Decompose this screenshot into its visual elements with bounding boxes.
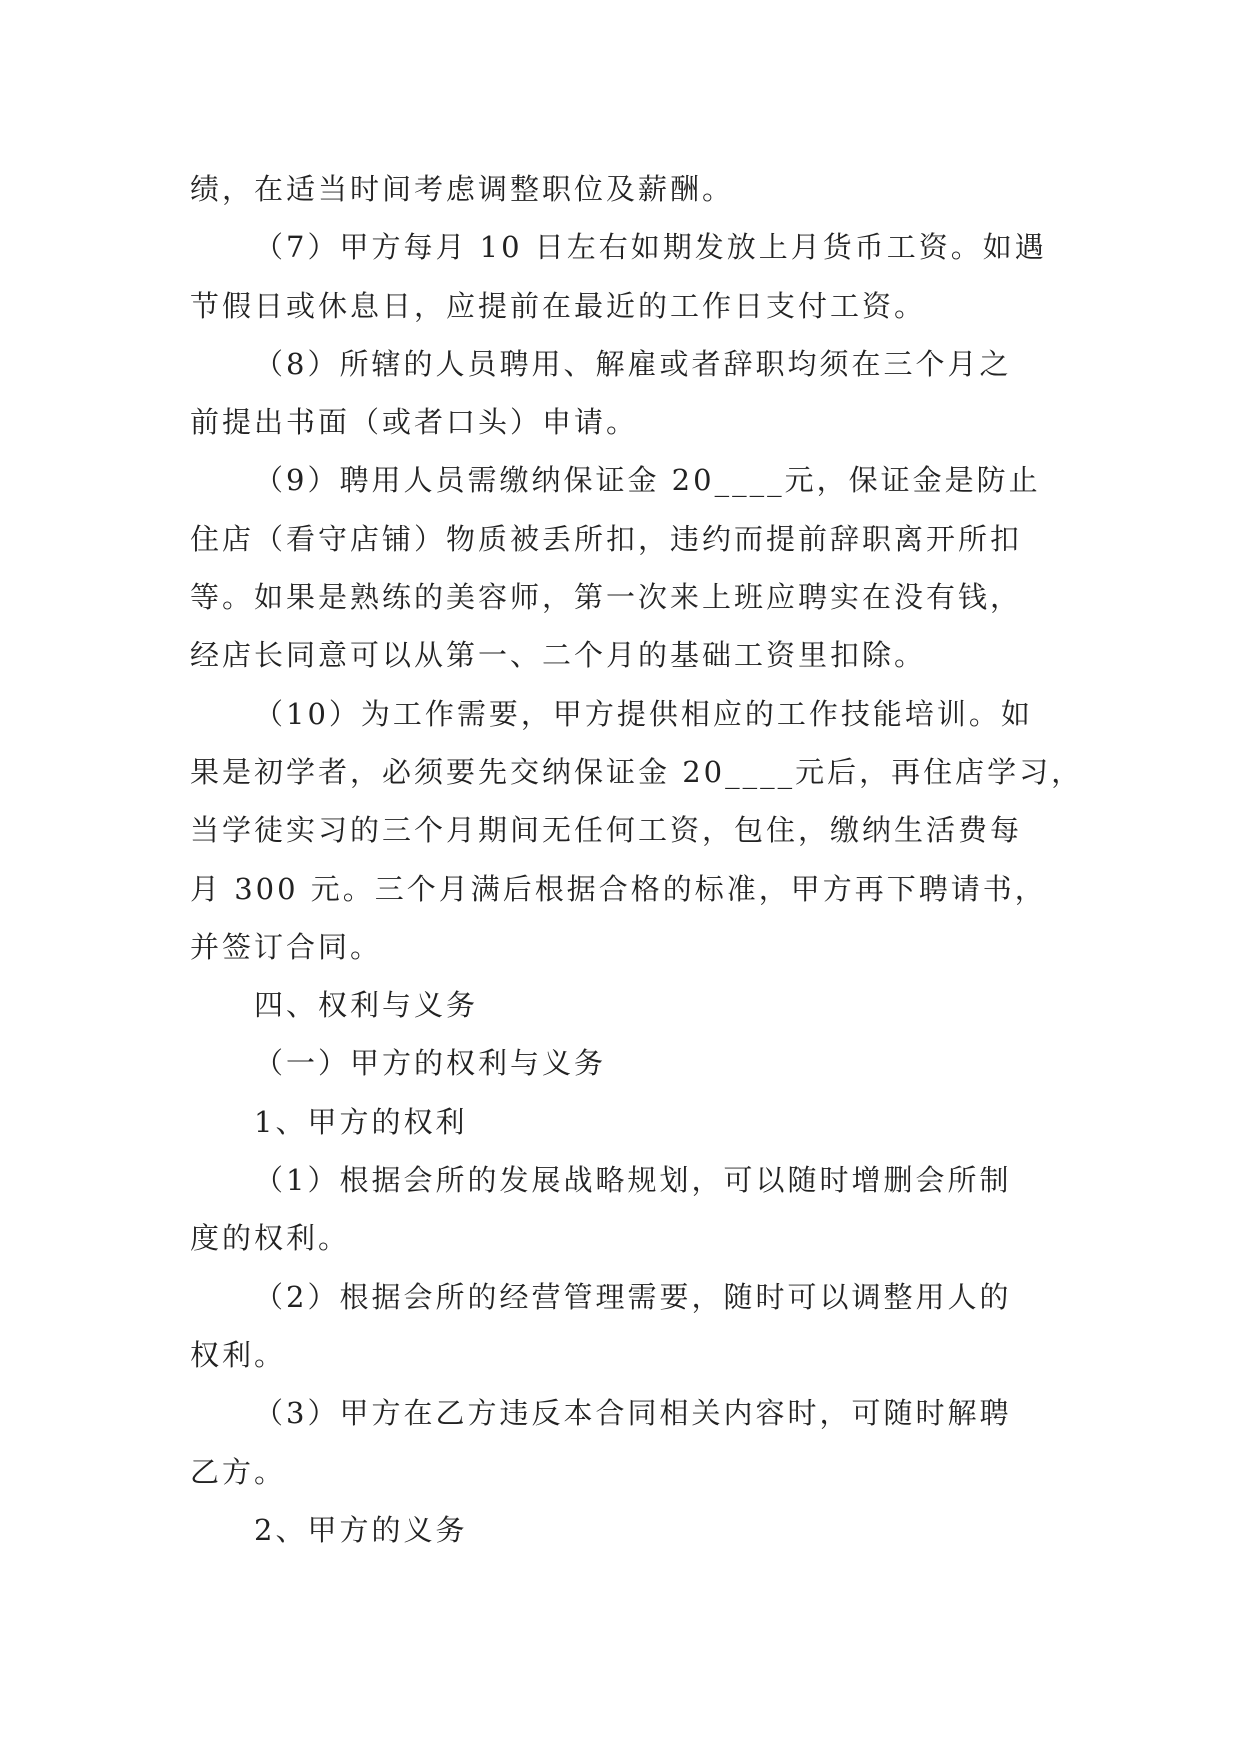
text-line: 度的权利。: [190, 1221, 351, 1256]
text-line: 绩，在适当时间考虑调整职位及薪酬。: [190, 172, 735, 206]
text-line: （3）甲方在乙方违反本合同相关内容时，可随时解聘: [254, 1396, 1012, 1431]
document-body: [190, 160, 1084, 1559]
text-line: 当学徒实习的三个月期间无任何工资，包住，缴纳生活费每: [190, 813, 1023, 848]
text-line: （7）甲方每月 10 日左右如期发放上月货币工资。如遇: [254, 230, 1047, 265]
text-line: 乙方。: [190, 1454, 287, 1489]
text-line: 等。如果是熟练的美容师，第一次来上班应聘实在没有钱，: [190, 580, 1023, 615]
text-line: （1）根据会所的发展战略规划，可以随时增删会所制: [254, 1163, 1012, 1198]
text-line: （一）甲方的权利与义务: [254, 1046, 607, 1081]
text-line: 2、甲方的义务: [254, 1512, 468, 1547]
text-line: 1、甲方的权利: [254, 1104, 468, 1139]
text-line: 节假日或休息日，应提前在最近的工作日支付工资。: [190, 288, 927, 323]
text-line: 经店长同意可以从第一、二个月的基础工资里扣除。: [190, 638, 927, 673]
text-line: 权利。: [190, 1337, 287, 1372]
text-line: （8）所辖的人员聘用、解雇或者辞职均须在三个月之: [254, 346, 1012, 381]
text-line: 住店（看守店铺）物质被丢所扣，违约而提前辞职离开所扣: [190, 521, 1023, 556]
text-line: 前提出书面（或者口头）申请。: [190, 405, 639, 440]
text-line: 并签订合同。: [190, 929, 383, 964]
text-line: （10）为工作需要，甲方提供相应的工作技能培训。如: [254, 696, 1033, 731]
text-line: 果是初学者，必须要先交纳保证金 20____元后，再住店学习，: [190, 754, 1084, 789]
text-line: 四、权利与义务: [254, 988, 479, 1023]
text-line: 月 300 元。三个月满后根据合格的标准，甲方再下聘请书，: [190, 871, 1047, 906]
text-line: （2）根据会所的经营管理需要，随时可以调整用人的: [254, 1279, 1012, 1314]
text-line: （9）聘用人员需缴纳保证金 20____元，保证金是防止: [254, 463, 1041, 498]
